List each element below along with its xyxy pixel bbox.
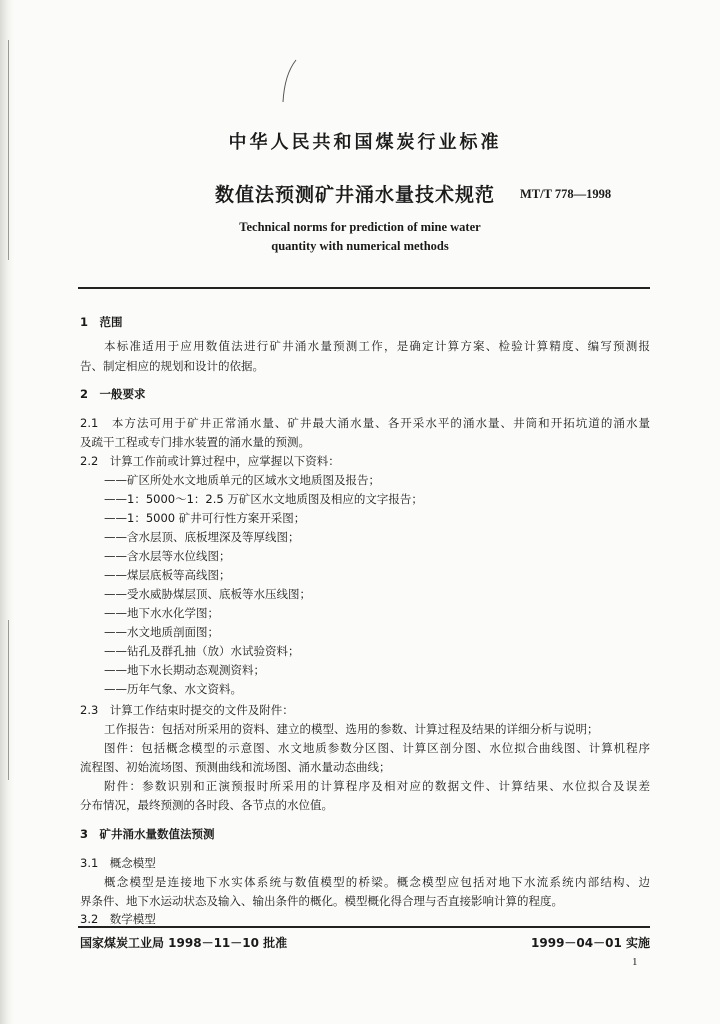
clause-3-2-heading: 3.2 数学模型	[80, 912, 156, 926]
clause-3-1-line: 概念模型是连接地下水实体系统与数值模型的桥梁。概念模型应包括对地下水流系统内部结构、边	[104, 875, 650, 889]
header-rule	[78, 287, 650, 289]
material-list-item: ——水文地质剖面图；	[104, 625, 219, 639]
material-list-item: ——历年气象、水文资料。	[104, 682, 242, 696]
clause-2-3-attachments-line: 分布情况，最终预测的各时段、各节点的水位值。	[80, 798, 333, 812]
english-title-line: quantity with numerical methods	[271, 239, 449, 253]
material-list-item: ——含水层顶、底板埋深及等厚线图；	[104, 530, 300, 544]
material-list-item: ——1：5000～1：2.5 万矿区水文地质图及相应的文字报告；	[104, 492, 423, 506]
section-1-paragraph-line: 本标准适用于应用数值法进行矿井涌水量预测工作，是确定计算方案、检验计算精度、编写预测报	[104, 339, 650, 353]
clause-2-2-heading: 2.2 计算工作前或计算过程中，应掌握以下资料：	[80, 454, 340, 468]
material-list-item: ——1：5000 矿井可行性方案开采图；	[104, 511, 306, 525]
material-list-item: ——煤层底板等高线图；	[104, 568, 231, 582]
clause-2-3-figures-line: 流程图、初始流场图、预测曲线和流场图、涌水量动态曲线；	[80, 760, 391, 774]
clause-2-1-line: 2.1 本方法可用于矿井正常涌水量、矿井最大涌水量、各开采水平的涌水量、井筒和开拓坑道的涌水量	[80, 416, 650, 430]
section-3-heading: 3 矿井涌水量数值法预测	[80, 827, 215, 841]
footer-rule	[78, 926, 650, 928]
material-list-item: ——受水威胁煤层顶、底板等水压线图；	[104, 587, 311, 601]
english-title	[0, 218, 720, 256]
section-2-heading: 2 一般要求	[80, 387, 146, 401]
clause-2-3-heading: 2.3 计算工作结束时提交的文件及附件：	[80, 703, 294, 717]
clause-3-1-heading: 3.1 概念模型	[80, 856, 156, 870]
pen-stroke-mark	[280, 58, 300, 104]
material-list-item: ——地下水水化学图；	[104, 606, 219, 620]
page-number: 1	[632, 956, 638, 968]
material-list-item: ——钻孔及群孔抽（放）水试验资料；	[104, 644, 300, 658]
scan-margin-line	[8, 620, 9, 780]
clause-2-3-figures-line: 图件：包括概念模型的示意图、水文地质参数分区图、计算区剖分图、水位拟合曲线图、计算机程序	[104, 741, 650, 755]
material-list-item: ——地下水长期动态观测资料；	[104, 663, 265, 677]
effective-date: 1999－04－01 实施	[531, 936, 650, 950]
material-list-item: ——含水层等水位线图；	[104, 549, 231, 563]
clause-3-1-line: 界条件、地下水运动状态及输入、输出条件的概化。模型概化得合理与否直接影响计算的程度。	[80, 894, 563, 908]
section-1-paragraph-line: 告、制定相应的规划和设计的依据。	[80, 359, 264, 373]
standard-category-title: 中华人民共和国煤炭行业标准	[228, 132, 502, 153]
document-title: 数值法预测矿井涌水量技术规范	[214, 184, 495, 206]
clause-2-1-line: 及疏干工程或专门排水装置的涌水量的预测。	[80, 435, 310, 449]
material-list-item: ——矿区所处水文地质单元的区域水文地质图及报告；	[104, 473, 380, 487]
standard-code: MT/T 778—1998	[520, 187, 612, 201]
section-1-heading: 1 范围	[80, 315, 123, 329]
clause-2-3-report: 工作报告：包括对所采用的资料、建立的模型、选用的参数、计算过程及结果的详细分析与说明；	[104, 722, 599, 736]
clause-2-3-attachments-line: 附件：参数识别和正演预报时所采用的计算程序及相对应的数据文件、计算结果、水位拟合及误差	[104, 779, 650, 793]
approval-info: 国家煤炭工业局 1998－11－10 批准	[80, 936, 288, 950]
english-title-line: Technical norms for prediction of mine water	[239, 220, 481, 234]
